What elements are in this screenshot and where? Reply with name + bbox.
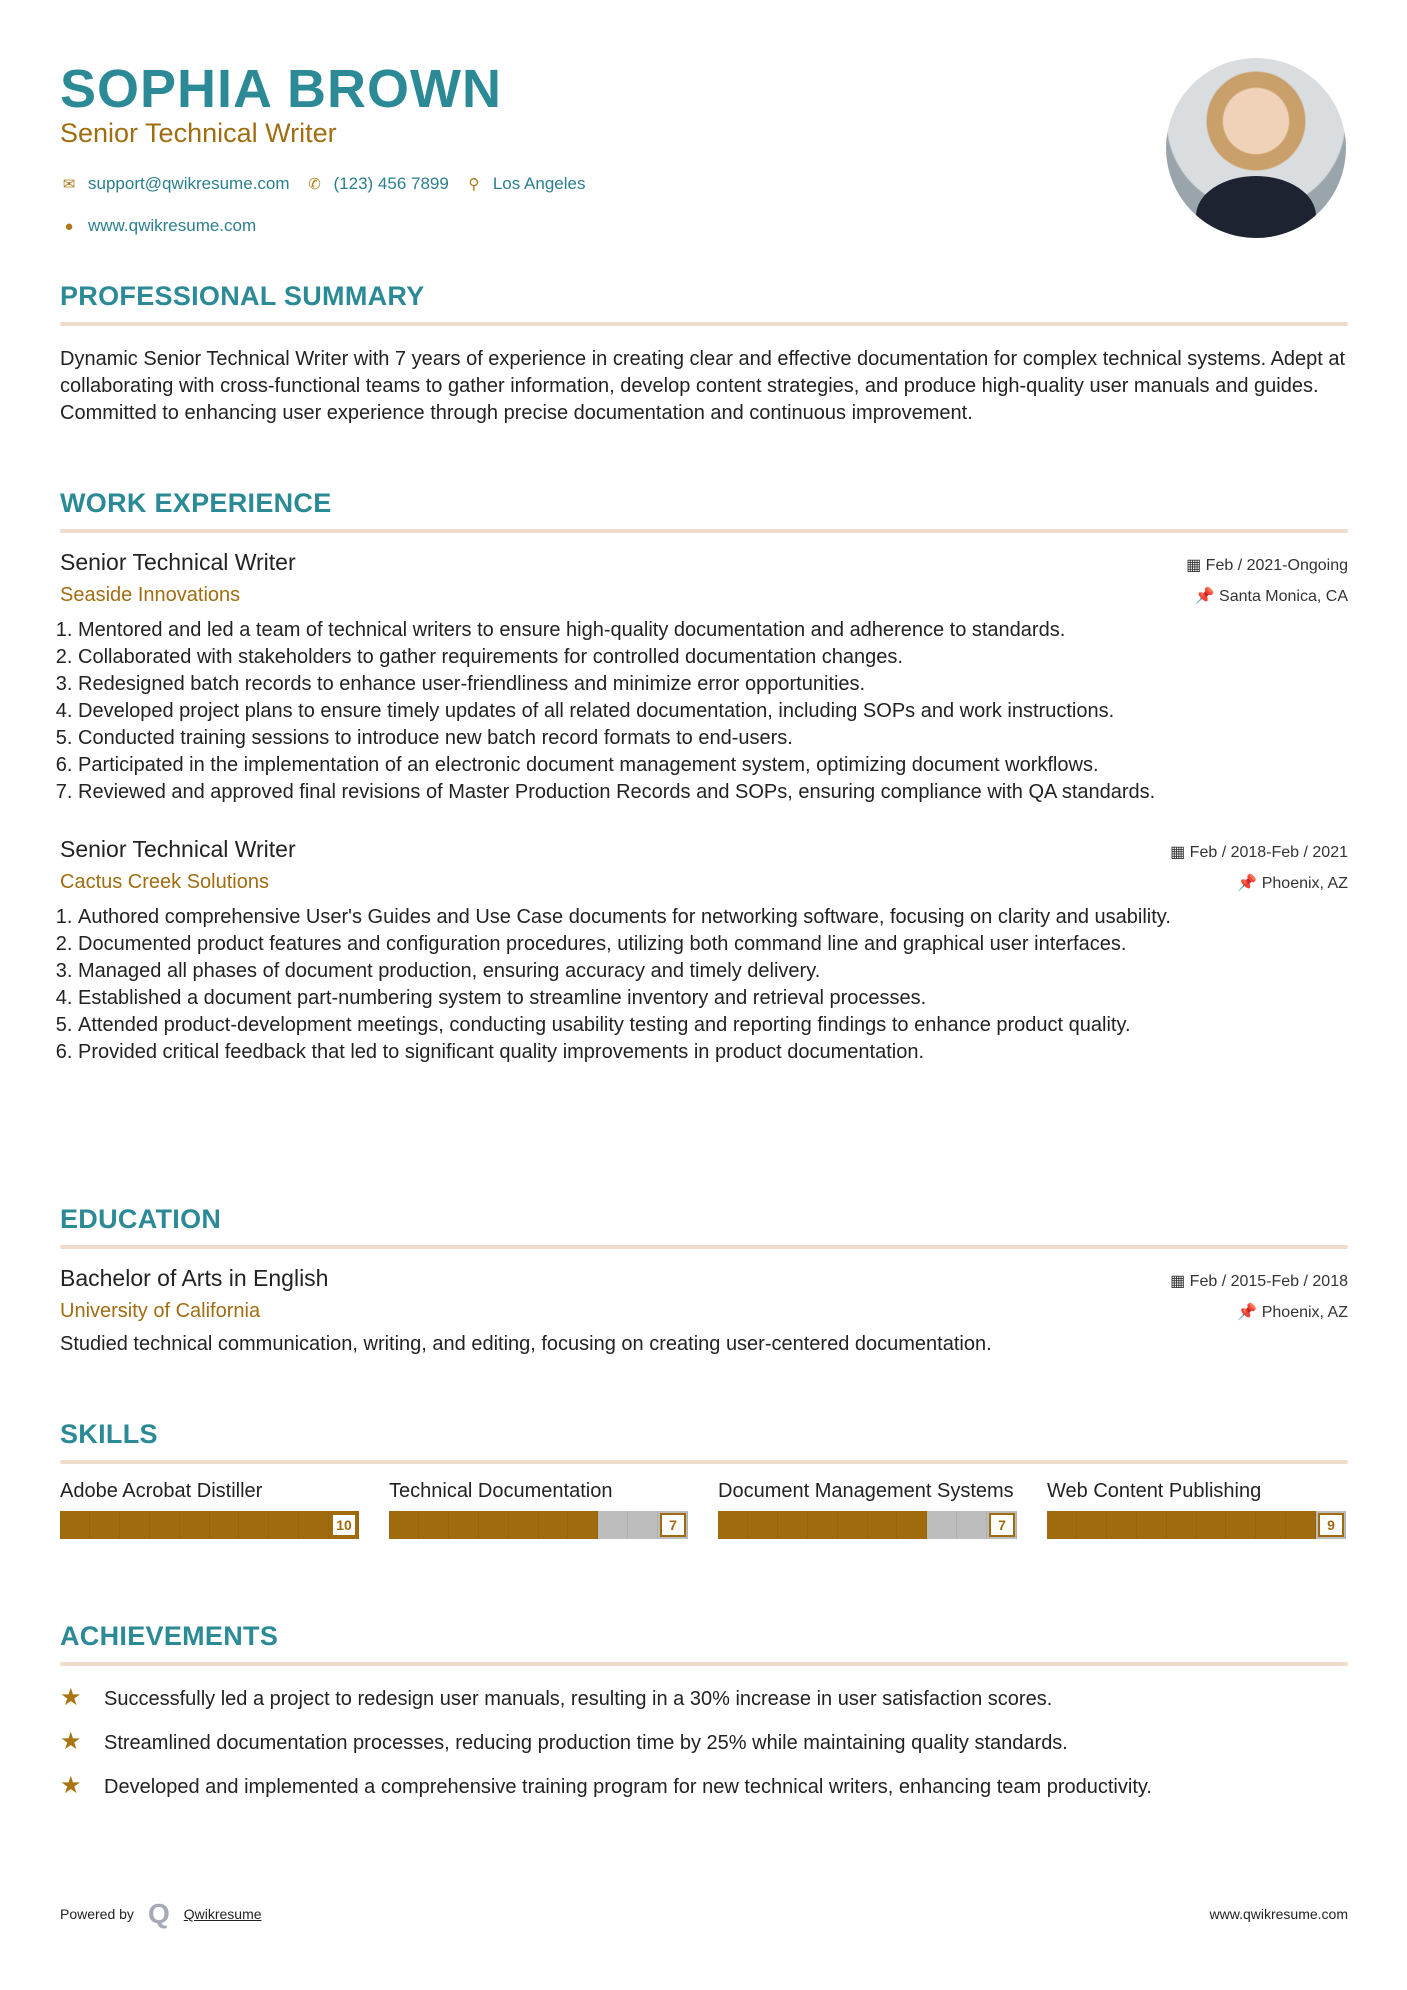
responsibility-list	[60, 617, 1348, 806]
skill-bar-segment	[568, 1511, 598, 1539]
list-item: 5. Conducted training sessions to introduce new batch record formats to end-users.	[78, 725, 1348, 752]
skill-score: 9	[1318, 1513, 1344, 1537]
skill-bar-segment	[957, 1511, 987, 1539]
skill-bar-segment	[778, 1511, 808, 1539]
job-entry	[60, 549, 1348, 806]
skill-item	[389, 1478, 688, 1539]
pushpin-icon: 📌	[1237, 875, 1262, 892]
skill-bar-segment	[868, 1511, 898, 1539]
achievement-item	[60, 1730, 1348, 1757]
skill-bar-segment	[210, 1511, 240, 1539]
job-title: Senior Technical Writer	[60, 836, 296, 862]
list-item: 1. Authored comprehensive User's Guides and Use Case documents for networking software, focusing on clarity and usability.	[78, 904, 1348, 931]
footer-url[interactable]: www.qwikresume.com	[1209, 1906, 1348, 1922]
list-item: 4. Established a document part-numbering system to streamline inventory and retrieval processes.	[78, 985, 1348, 1012]
list-item: 2. Documented product features and configuration procedures, utilizing both command line and graphical user interfaces.	[78, 931, 1348, 958]
contact-row	[60, 174, 585, 194]
list-item: 7. Reviewed and approved final revisions of Master Production Records and SOPs, ensuring compliance with QA standards.	[78, 779, 1348, 806]
envelope-icon: ✉	[62, 176, 76, 193]
candidate-name: SOPHIA BROWN	[60, 59, 502, 119]
website-link[interactable]: www.qwikresume.com	[88, 216, 257, 235]
skill-bar-segment	[897, 1511, 927, 1539]
star-icon: ★	[60, 1772, 82, 1799]
skill-bar-segment	[449, 1511, 479, 1539]
skill-bar-segment	[509, 1511, 539, 1539]
email-link[interactable]: support@qwikresume.com	[88, 174, 290, 193]
summary-text: Dynamic Senior Technical Writer with 7 years of experience in creating clear and effective documentation for complex technical systems. Adept at collaborating with cross-functional teams to gather information, develop content strategies, and produce high-quality user manuals and guides. Committed to enhancing user experience through precise documentation and continuous improvement.	[60, 348, 1346, 424]
divider	[60, 1460, 1348, 1464]
job-entry	[60, 836, 1348, 1066]
skill-bar-segment	[479, 1511, 509, 1539]
skill-level-bar	[718, 1511, 1017, 1539]
achievement-text: Streamlined documentation processes, reducing production time by 25% while maintaining quality standards.	[104, 1732, 1068, 1754]
pushpin-icon: 📌	[1237, 1304, 1262, 1321]
divider	[60, 1662, 1348, 1666]
skill-score: 10	[331, 1513, 357, 1537]
skill-bar-segment	[598, 1511, 628, 1539]
divider	[60, 529, 1348, 533]
job-location: 📌 Santa Monica, CA	[1194, 588, 1348, 605]
skill-bar-segment	[1226, 1511, 1256, 1539]
website-row	[60, 216, 256, 236]
skill-name: Technical Documentation	[389, 1480, 613, 1502]
summary-section	[60, 281, 1348, 427]
education-section	[60, 1204, 1348, 1358]
education-dates: ▦ Feb / 2015-Feb / 2018	[1170, 1273, 1348, 1290]
pushpin-icon: 📌	[1194, 588, 1220, 605]
star-icon: ★	[60, 1684, 82, 1711]
phone-text: (123) 456 7899	[333, 174, 449, 193]
section-heading: SKILLS	[60, 1419, 158, 1449]
skill-bar-segment	[808, 1511, 838, 1539]
section-heading: ACHIEVEMENTS	[60, 1621, 279, 1651]
skill-bar-segment	[1137, 1511, 1167, 1539]
education-location: 📌 Phoenix, AZ	[1237, 1304, 1348, 1321]
company-name: Seaside Innovations	[60, 584, 241, 606]
profile-photo	[1166, 58, 1346, 238]
skill-bar-segment	[239, 1511, 269, 1539]
list-item: 1. Mentored and led a team of technical writers to ensure high-quality documentation and adherence to standards.	[78, 617, 1348, 644]
experience-section	[60, 488, 1348, 1066]
job-location: 📌 Phoenix, AZ	[1237, 875, 1348, 892]
skill-item	[60, 1478, 359, 1539]
skill-bar-segment	[1167, 1511, 1197, 1539]
skills-section	[60, 1419, 1348, 1539]
skill-item	[718, 1478, 1017, 1539]
skill-bar-segment	[1256, 1511, 1286, 1539]
list-item: 2. Collaborated with stakeholders to gather requirements for controlled documentation changes.	[78, 644, 1348, 671]
achievement-item	[60, 1686, 1348, 1713]
skill-bar-segment	[419, 1511, 449, 1539]
skill-name: Web Content Publishing	[1047, 1480, 1262, 1502]
list-item: 6. Participated in the implementation of an electronic document management system, optimizing document workflows.	[78, 752, 1348, 779]
skill-score: 7	[989, 1513, 1015, 1537]
skill-score: 7	[660, 1513, 686, 1537]
calendar-icon: ▦	[1170, 1273, 1190, 1290]
skill-bar-segment	[269, 1511, 299, 1539]
job-title: Senior Technical Writer	[60, 549, 296, 575]
skill-bar-segment	[1077, 1511, 1107, 1539]
degree: Bachelor of Arts in English	[60, 1265, 329, 1291]
skill-item	[1047, 1478, 1346, 1539]
skill-bar-segment	[927, 1511, 957, 1539]
skill-bar-segment	[1286, 1511, 1316, 1539]
list-item: 3. Managed all phases of document production, ensuring accuracy and timely delivery.	[78, 958, 1348, 985]
phone-icon: ✆	[308, 176, 321, 193]
skill-bar-segment	[748, 1511, 778, 1539]
calendar-icon: ▦	[1170, 844, 1190, 861]
skill-bar-segment	[299, 1511, 329, 1539]
achievement-item	[60, 1774, 1348, 1801]
achievements-section	[60, 1621, 1348, 1801]
education-description: Studied technical communication, writing, and editing, focusing on creating user-centered documentation.	[60, 1333, 992, 1355]
footer-left	[60, 1898, 262, 1930]
location-text: Los Angeles	[492, 174, 586, 193]
star-icon: ★	[60, 1728, 82, 1755]
calendar-icon: ▦	[1186, 557, 1206, 574]
skill-bar-segment	[389, 1511, 419, 1539]
section-heading: EDUCATION	[60, 1204, 222, 1234]
skill-bar-segment	[838, 1511, 868, 1539]
responsibility-list	[60, 904, 1348, 1066]
skill-bar-segment	[120, 1511, 150, 1539]
skill-bar-segment	[90, 1511, 120, 1539]
map-pin-icon: ⚲	[468, 176, 480, 193]
school: University of California	[60, 1300, 261, 1322]
skill-bar-segment	[180, 1511, 210, 1539]
list-item: 3. Redesigned batch records to enhance user-friendliness and minimize error opportunities.	[78, 671, 1348, 698]
skill-level-bar	[389, 1511, 688, 1539]
divider	[60, 322, 1348, 326]
job-dates: ▦ Feb / 2018-Feb / 2021	[1170, 844, 1348, 861]
brand-link[interactable]: Qwikresume	[183, 1906, 262, 1922]
skill-name: Adobe Acrobat Distiller	[60, 1480, 263, 1502]
globe-icon: ●	[64, 217, 74, 235]
section-heading: WORK EXPERIENCE	[60, 488, 332, 518]
achievement-text: Successfully led a project to redesign user manuals, resulting in a 30% increase in user satisfaction scores.	[104, 1688, 1053, 1710]
skill-bar-segment	[718, 1511, 748, 1539]
divider	[60, 1245, 1348, 1249]
list-item: 4. Developed project plans to ensure timely updates of all related documentation, including SOPs and work instructions.	[78, 698, 1348, 725]
list-item: 5. Attended product-development meetings, conducting usability testing and reporting findings to enhance product quality.	[78, 1012, 1348, 1039]
powered-by-label: Powered by	[60, 1906, 134, 1922]
skill-bar-segment	[60, 1511, 90, 1539]
section-heading: PROFESSIONAL SUMMARY	[60, 281, 425, 311]
qwikresume-logo-icon: Q	[147, 1898, 170, 1929]
skill-bar-segment	[628, 1511, 658, 1539]
achievement-text: Developed and implemented a comprehensive training program for new technical writers, enhancing team productivity.	[104, 1776, 1152, 1798]
skill-bar-segment	[150, 1511, 180, 1539]
skill-bar-segment	[1047, 1511, 1077, 1539]
skill-bar-segment	[539, 1511, 569, 1539]
skill-bar-segment	[1197, 1511, 1227, 1539]
skill-bar-segment	[1107, 1511, 1137, 1539]
list-item: 6. Provided critical feedback that led to significant quality improvements in product documentation.	[78, 1039, 1348, 1066]
skill-level-bar	[1047, 1511, 1346, 1539]
company-name: Cactus Creek Solutions	[60, 871, 269, 893]
job-dates: ▦ Feb / 2021-Ongoing	[1186, 557, 1348, 574]
candidate-title: Senior Technical Writer	[60, 118, 337, 148]
skill-level-bar	[60, 1511, 359, 1539]
skill-name: Document Management Systems	[718, 1480, 1014, 1502]
